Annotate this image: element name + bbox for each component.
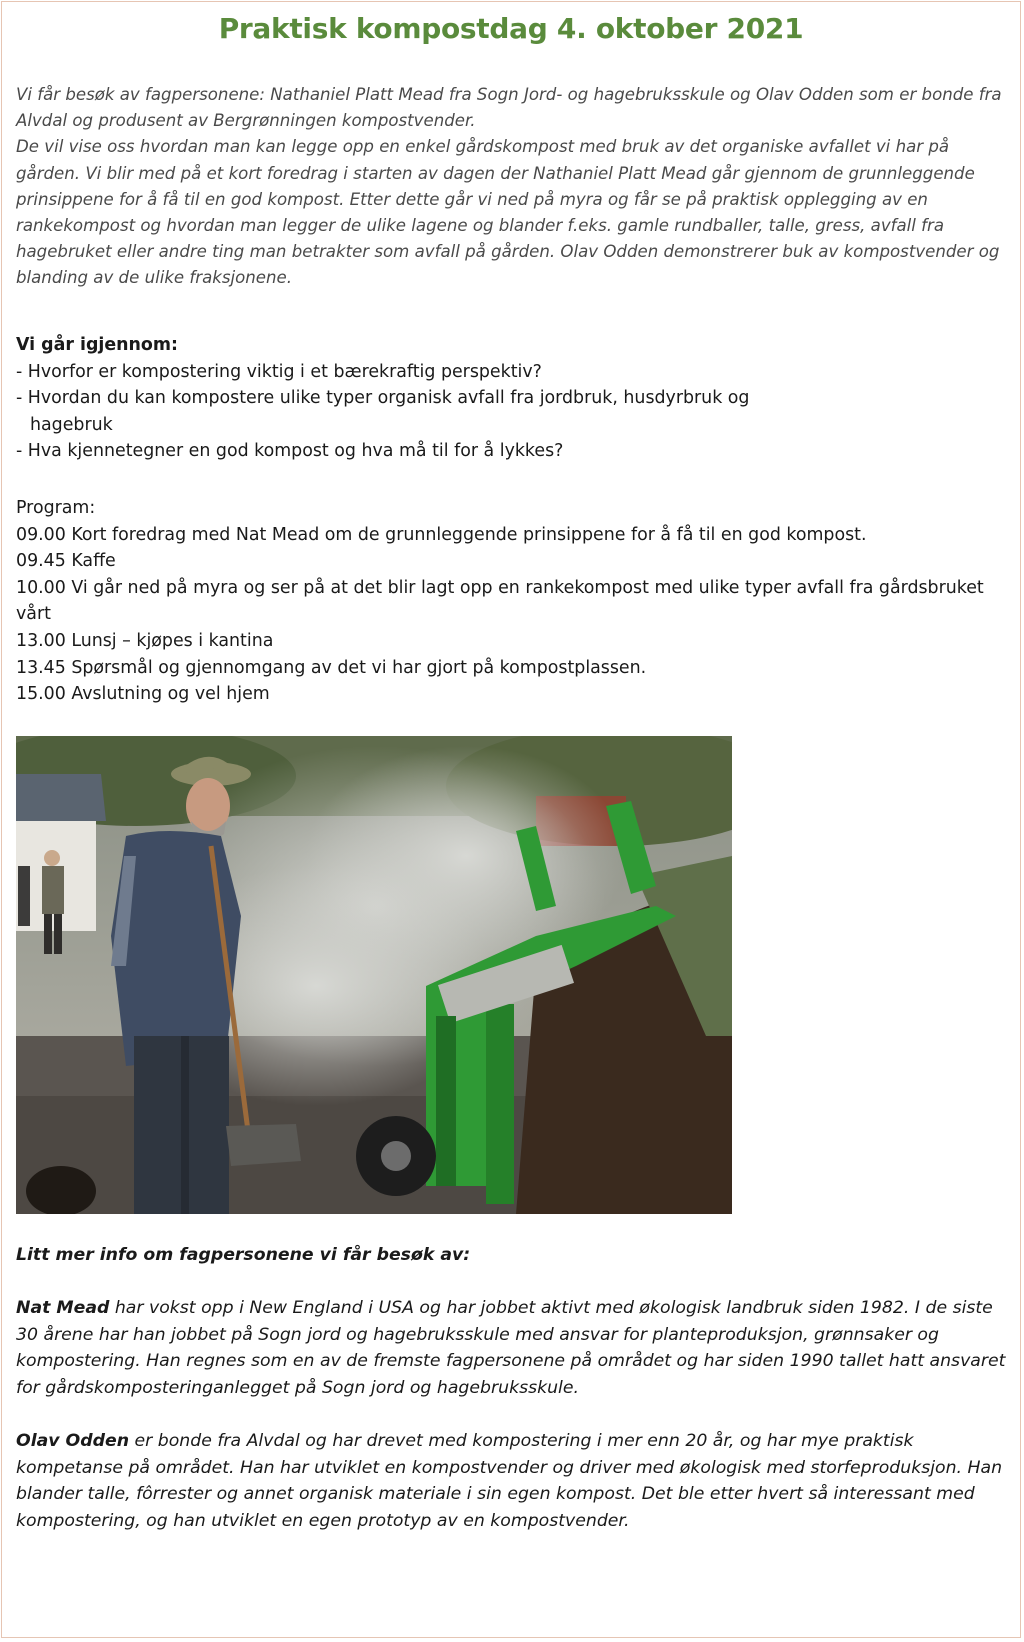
speaker-name: Olav Odden: [16, 1431, 130, 1452]
topic-item: - Hvorfor er kompostering viktig i et bærekraftig perspektiv?: [16, 361, 542, 382]
intro-paragraph-1: Vi får besøk av fagpersonene: Nathaniel Platt Mead fra Sogn Jord- og hagebruksskule og Olav Odden som er bonde fra Alvdal og produsent av Bergrønningen kompostvender.: [16, 85, 1002, 131]
speaker-olav-odden: [16, 1428, 1011, 1534]
program-item: 15.00 Avslutning og vel hjem: [16, 684, 270, 705]
topics-section: [16, 332, 1006, 465]
speaker-bio: er bonde fra Alvdal og har drevet med kompostering i mer enn 20 år, og har mye praktisk kompetanse på området. Han har utviklet en kompostvender og driver med økologisk med storfeproduksjon. Han blander talle, fôrrester og annet organisk materiale i sin egen kompost. Det ble etter hvert så interessant med kompostering, og han utviklet en egen prototyp av en kompostvender.: [16, 1431, 1003, 1531]
program-item: 13.45 Spørsmål og gjennomgang av det vi har gjort på kompostplassen.: [16, 657, 647, 678]
topic-item: - Hva kjennetegner en god kompost og hva må til for å lykkes?: [16, 441, 564, 462]
intro-section: [16, 82, 1006, 292]
document-page: [1, 1, 1021, 1638]
speakers-info-heading: Litt mer info om fagpersonene vi får besøk av:: [16, 1245, 471, 1265]
topics-heading: Vi går igjennom:: [16, 335, 178, 355]
speaker-name: Nat Mead: [16, 1298, 110, 1319]
program-item: 09.00 Kort foredrag med Nat Mead om de grunnleggende prinsippene for å få til en god kompost.: [16, 524, 867, 545]
topic-item: - Hvordan du kan kompostere ulike typer organisk avfall fra jordbruk, husdyrbruk og: [16, 388, 750, 409]
program-item: 10.00 Vi går ned på myra og ser på at det blir lagt opp en rankekompost med ulike typer avfall fra gårdsbruket vårt: [16, 577, 984, 625]
program-section: [16, 495, 1006, 708]
speakers-info-section: [16, 1242, 1011, 1561]
program-item: 09.45 Kaffe: [16, 551, 116, 572]
speaker-bio: har vokst opp i New England i USA og har jobbet aktivt med økologisk landbruk siden 1982. I de siste 30 årene har han jobbet på Sogn jord og hagebruksskule med ansvar for planteproduksjon, grønnsaker og kompostering. Han regnes som en av de fremste fagpersonene på området og har siden 1990 tallet hatt ansvaret for gårdskomposteringanlegget på Sogn jord og hagebruksskule.: [16, 1298, 1006, 1398]
topic-item-continuation: hagebruk: [30, 414, 113, 435]
program-item: 13.00 Lunsj – kjøpes i kantina: [16, 630, 274, 651]
page-title: Praktisk kompostdag 4. oktober 2021: [218, 12, 804, 45]
compost-turner-photo: [16, 736, 732, 1214]
speaker-nat-mead: [16, 1295, 1011, 1401]
program-heading: Program:: [16, 498, 96, 518]
intro-paragraph-2: De vil vise oss hvordan man kan legge opp en enkel gårdskompost med bruk av det organiske avfallet vi har på gården. Vi blir med på et kort foredrag i starten av dagen der Nathaniel Platt Mead går gjennom de grunnleggende prinsippene for å få til en god kompost. Etter dette går vi ned på myra og får se på praktisk opplegging av en rankekompost og hvordan man legger de ulike lagene og blander f.eks. gamle rundballer, talle, gress, avfall fra hagebruket eller andre ting man betrakter som avfall på gården. Olav Odden demonstrerer buk av kompostvender og blanding av de ulike fraksjonene.: [16, 137, 1000, 288]
